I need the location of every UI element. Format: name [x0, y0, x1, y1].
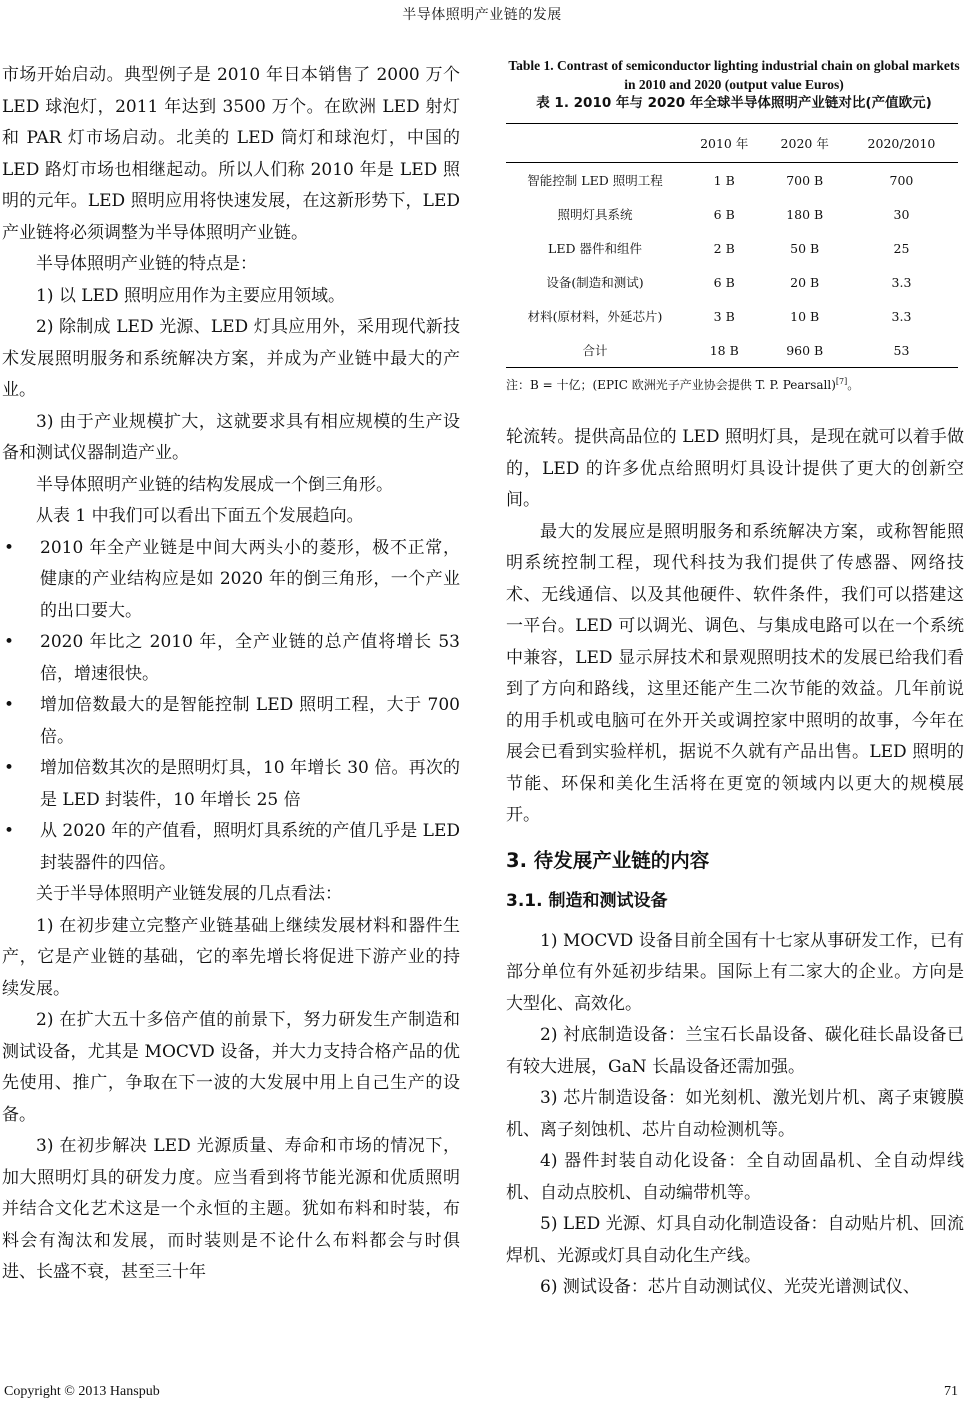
paragraph: 1) MOCVD 设备目前全国有十七家从事研发工作，已有部分单位有外延初步结果。国际上有二家大的企业。方向是大型化、高效化。 — [506, 930, 964, 1014]
table-note-end: 。 — [847, 378, 860, 392]
bullet-text: 2010 年全产业链是中间大两头小的菱形，极不正常，健康的产业结构应是如 2020 年的倒三角形，一个产业的出口要大。 — [40, 537, 460, 621]
bullet-icon: • — [4, 821, 15, 841]
bullet-text: 2020 年比之 2010 年，全产业链的总产值将增长 53 倍，增速很快。 — [40, 632, 460, 684]
table-header-row — [506, 124, 958, 163]
header-cell — [506, 124, 684, 163]
left-column — [2, 60, 460, 1289]
table-cell: 960 B — [786, 342, 824, 358]
table-note — [506, 374, 962, 393]
table-cell: 180 B — [786, 206, 824, 222]
bullet-icon: • — [4, 537, 15, 558]
table-cell: 10 B — [790, 308, 820, 324]
bullet-icon: • — [4, 758, 15, 778]
paragraph: 市场开始启动。典型例子是 2010 年日本销售了 2000 万个 LED 球泡灯，2011 年达到 3500 万个。在欧洲 LED 射灯和 PAR 灯市场启动。北美的 LED 筒灯和球泡灯，中国的 LED 路灯市场也相继起动。所以人们称 2010 年是 LED 照明的元年。LED 照明应用将快速发展，在这新形势下，LED 产业链将必须调整为半导体照明产业链。 — [2, 65, 460, 243]
table-cell: 50 B — [790, 240, 820, 256]
paragraph: 4) 器件封装自动化设备：全自动固晶机、全自动焊线机、自动点胶机、自动编带机等。 — [506, 1151, 964, 1203]
table-cell: 照明灯具系统 — [557, 207, 633, 222]
paragraph: 3) 在初步解决 LED 光源质量、寿命和市场的情况下，加大照明灯具的研发力度。应当看到将节能光源和优质照明并结合文化艺术这是一个永恒的主题。犹如布料和时装，布料会有淘汰和发展，而时装则是不论什么布料都会与时俱进、长盛不衰，甚至三十年 — [2, 1136, 460, 1282]
table-cell: 智能控制 LED 照明工程 — [527, 173, 663, 188]
bullet-item — [2, 533, 460, 628]
table-caption-zh: 表 1. 2010 年与 2020 年全球半导体照明产业链对比(产值欧元) — [536, 95, 932, 111]
header-cell: 2020 年 — [764, 124, 844, 163]
bullet-item — [2, 816, 460, 879]
table-cell: 合计 — [582, 343, 608, 358]
footer-page-number: 71 — [944, 1384, 958, 1399]
bullet-icon: • — [4, 632, 15, 652]
table-cell: 2 B — [713, 240, 735, 256]
table-row — [506, 299, 958, 333]
bullet-item — [2, 753, 460, 816]
table-cell: 6 B — [713, 274, 735, 290]
paragraph: 1) 以 LED 照明应用作为主要应用领域。 — [36, 285, 345, 306]
bullet-text: 增加倍数最大的是智能控制 LED 照明工程，大于 700 倍。 — [40, 695, 460, 747]
table-row — [506, 231, 958, 265]
subsection-heading: 3.1. 制造和测试设备 — [506, 890, 668, 911]
table-cell: 3.3 — [891, 274, 912, 290]
table-note-ref: [7] — [835, 377, 848, 386]
table-cell: 30 — [893, 206, 910, 222]
bullet-text: 增加倍数其次的是照明灯具，10 年增长 30 倍。再次的是 LED 封装件，10 年增长 25 倍 — [40, 758, 460, 810]
table-cell: 20 B — [790, 274, 820, 290]
paragraph: 3) 芯片制造设备：如光刻机、激光划片机、离子束镀膜机、离子刻蚀机、芯片自动检测机等。 — [506, 1088, 964, 1140]
table-1 — [506, 56, 962, 393]
table-cell: 25 — [893, 240, 910, 256]
table-cell: 53 — [893, 342, 910, 358]
bullet-item — [2, 690, 460, 753]
table-cell: 材料(原材料，外延芯片) — [527, 309, 663, 324]
paragraph: 1) 在初步建立完整产业链基础上继续发展材料和器件生产，它是产业链的基础，它的率先增长将促进下游产业的持续发展。 — [2, 915, 460, 999]
header-cell: 2020/2010 — [845, 124, 958, 163]
table-cell: 设备(制造和测试) — [546, 275, 644, 290]
paragraph: 3) 由于产业规模扩大，这就要求具有相应规模的生产设备和测试仪器制造产业。 — [2, 411, 460, 463]
bullet-icon: • — [4, 695, 15, 715]
running-head: 半导体照明产业链的发展 — [402, 7, 562, 23]
paragraph: 5) LED 光源、灯具自动化制造设备：自动贴片机、回流焊机、光源或灯具自动化生产线。 — [506, 1214, 964, 1266]
right-column — [506, 422, 964, 1304]
footer-copyright: Copyright © 2013 Hanspub — [4, 1384, 160, 1399]
table-cell: 6 B — [713, 206, 735, 222]
table-row — [506, 197, 958, 231]
table-cell: 1 B — [713, 172, 735, 188]
section-heading: 3. 待发展产业链的内容 — [506, 848, 710, 872]
paragraph: 6) 测试设备：芯片自动测试仪、光荧光谱测试仪、 — [540, 1277, 920, 1297]
paragraph: 2) 除制成 LED 光源、LED 灯具应用外，采用现代新技术发展照明服务和系统解决方案，并成为产业链中最大的产业。 — [2, 317, 460, 400]
paragraph: 半导体照明产业链的特点是： — [36, 254, 257, 274]
paragraph: 关于半导体照明产业链发展的几点看法： — [36, 884, 342, 904]
table-caption-en: Table 1. Contrast of semiconductor lighting industrial chain on global markets in 2010 and 2020 (output value Euros) — [508, 58, 960, 92]
table-row — [506, 265, 958, 299]
data-table — [506, 123, 958, 368]
bullet-item — [2, 627, 460, 690]
paragraph: 2) 衬底制造设备：兰宝石长晶设备、碳化硅长晶设备已有较大进展，GaN 长晶设备还需加强。 — [506, 1025, 964, 1077]
table-cell: 700 — [889, 172, 914, 188]
table-cell: 3 B — [713, 308, 735, 324]
table-cell: LED 器件和组件 — [548, 241, 642, 256]
paragraph: 半导体照明产业链的结构发展成一个倒三角形。 — [36, 474, 393, 495]
table-row — [506, 333, 958, 368]
paragraph: 轮流转。提供高品位的 LED 照明灯具，是现在就可以着手做的，LED 的许多优点给照明灯具设计提供了更大的创新空间。 — [506, 427, 964, 510]
table-cell: 18 B — [709, 342, 739, 358]
table-cell: 700 B — [786, 172, 824, 188]
paragraph: 从表 1 中我们可以看出下面五个发展趋向。 — [36, 506, 364, 526]
table-row — [506, 163, 958, 198]
paragraph: 2) 在扩大五十多倍产值的前景下，努力研发生产制造和测试设备，尤其是 MOCVD 设备，并大力支持合格产品的优先使用、推广，争取在下一波的大发展中用上自己生产的设备。 — [2, 1010, 460, 1125]
table-cell: 3.3 — [891, 308, 912, 324]
table-note-text: 注：B = 十亿；(EPIC 欧洲光子产业协会提供 T. P. Pearsall) — [506, 378, 836, 392]
bullet-text: 从 2020 年的产值看，照明灯具系统的产值几乎是 LED 封装器件的四倍。 — [40, 821, 460, 873]
header-cell: 2010 年 — [684, 124, 764, 163]
paragraph: 最大的发展应是照明服务和系统解决方案，或称智能照明系统控制工程，现代科技为我们提供了传感器、网络技术、无线通信、以及其他硬件、软件条件，我们可以搭建这一平台。LED 可以调光、调色、与集成电路可以在一个系统中兼容，LED 显示屏技术和景观照明技术的发展已给我们看到了方向和路线，这里还能产生二次节能的效益。几年前说的用手机或电脑可在外开关或调控家中照明的故事，今年在展会已看到实验样机，据说不久就有产品出售。LED 照明的节能、环保和美化生活将在更宽的领域内以更大的规模展开。 — [506, 521, 964, 825]
